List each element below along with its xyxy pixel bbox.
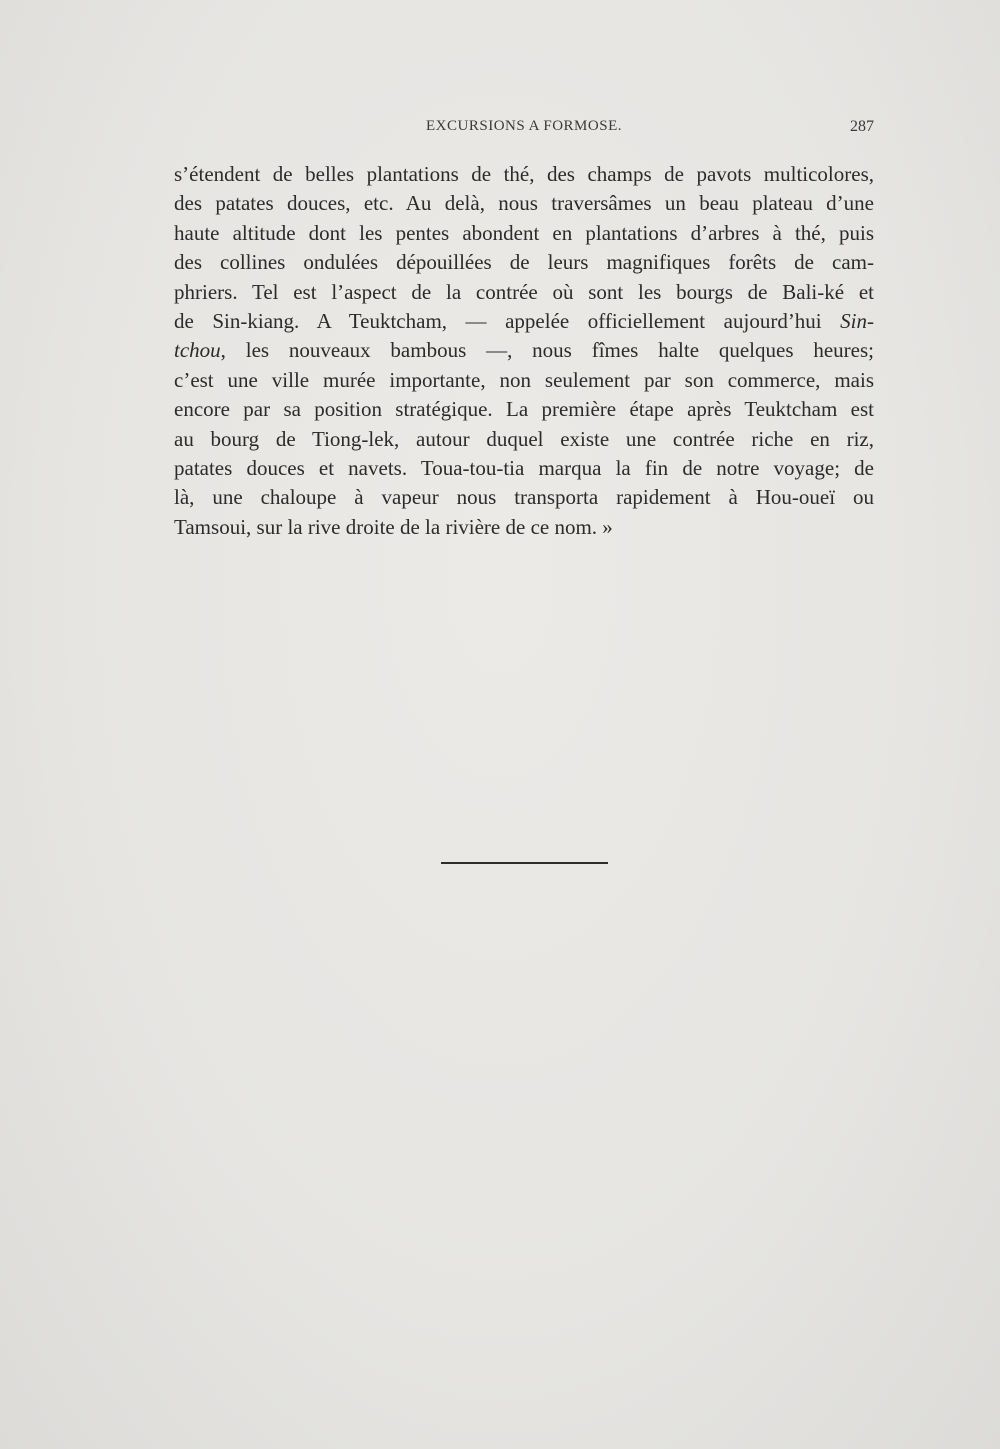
text-run: de Sin-kiang. A Teuktcham, — appelée officiellement aujourd’hui <box>174 308 841 333</box>
text-line <box>174 307 874 336</box>
text-line: haute altitude dont les pentes abondent en plantations d’arbres à thé, puis <box>174 220 874 245</box>
text-line: des patates douces, etc. Au delà, nous traversâmes un beau plateau d’une <box>174 191 874 216</box>
running-head <box>174 118 874 142</box>
text-line: Tamsoui, sur la rive droite de la rivière de ce nom. » <box>174 514 613 539</box>
text-line: encore par sa position stratégique. La première étape après Teuktcham est <box>174 397 874 422</box>
running-title: EXCURSIONS A FORMOSE. <box>426 118 622 134</box>
text-line: des collines ondulées dépouillées de leurs magnifiques forêts de cam- <box>174 250 874 275</box>
italic-place-name: Sin- <box>840 308 874 333</box>
text-line: là, une chaloupe à vapeur nous transporta rapidement à Hou-oueï ou <box>174 485 874 510</box>
section-end-rule <box>441 862 608 864</box>
text-line: phriers. Tel est l’aspect de la contrée où sont les bourgs de Bali-ké et <box>174 279 874 304</box>
text-line <box>174 336 874 365</box>
text-line: patates douces et navets. Toua-tou-tia marqua la fin de notre voyage; de <box>174 455 874 480</box>
text-line: c’est une ville murée importante, non seulement par son commerce, mais <box>174 367 874 392</box>
text-line: s’étendent de belles plantations de thé, des champs de pavots multicolores, <box>174 162 874 186</box>
text-run: , les nouveaux bambous —, nous fîmes halte quelques heures; <box>220 338 874 363</box>
page-number: 287 <box>850 118 874 135</box>
body-text <box>174 160 874 542</box>
text-line: au bourg de Tiong-lek, autour duquel existe une contrée riche en riz, <box>174 426 874 451</box>
italic-place-name: tchou <box>174 338 221 363</box>
